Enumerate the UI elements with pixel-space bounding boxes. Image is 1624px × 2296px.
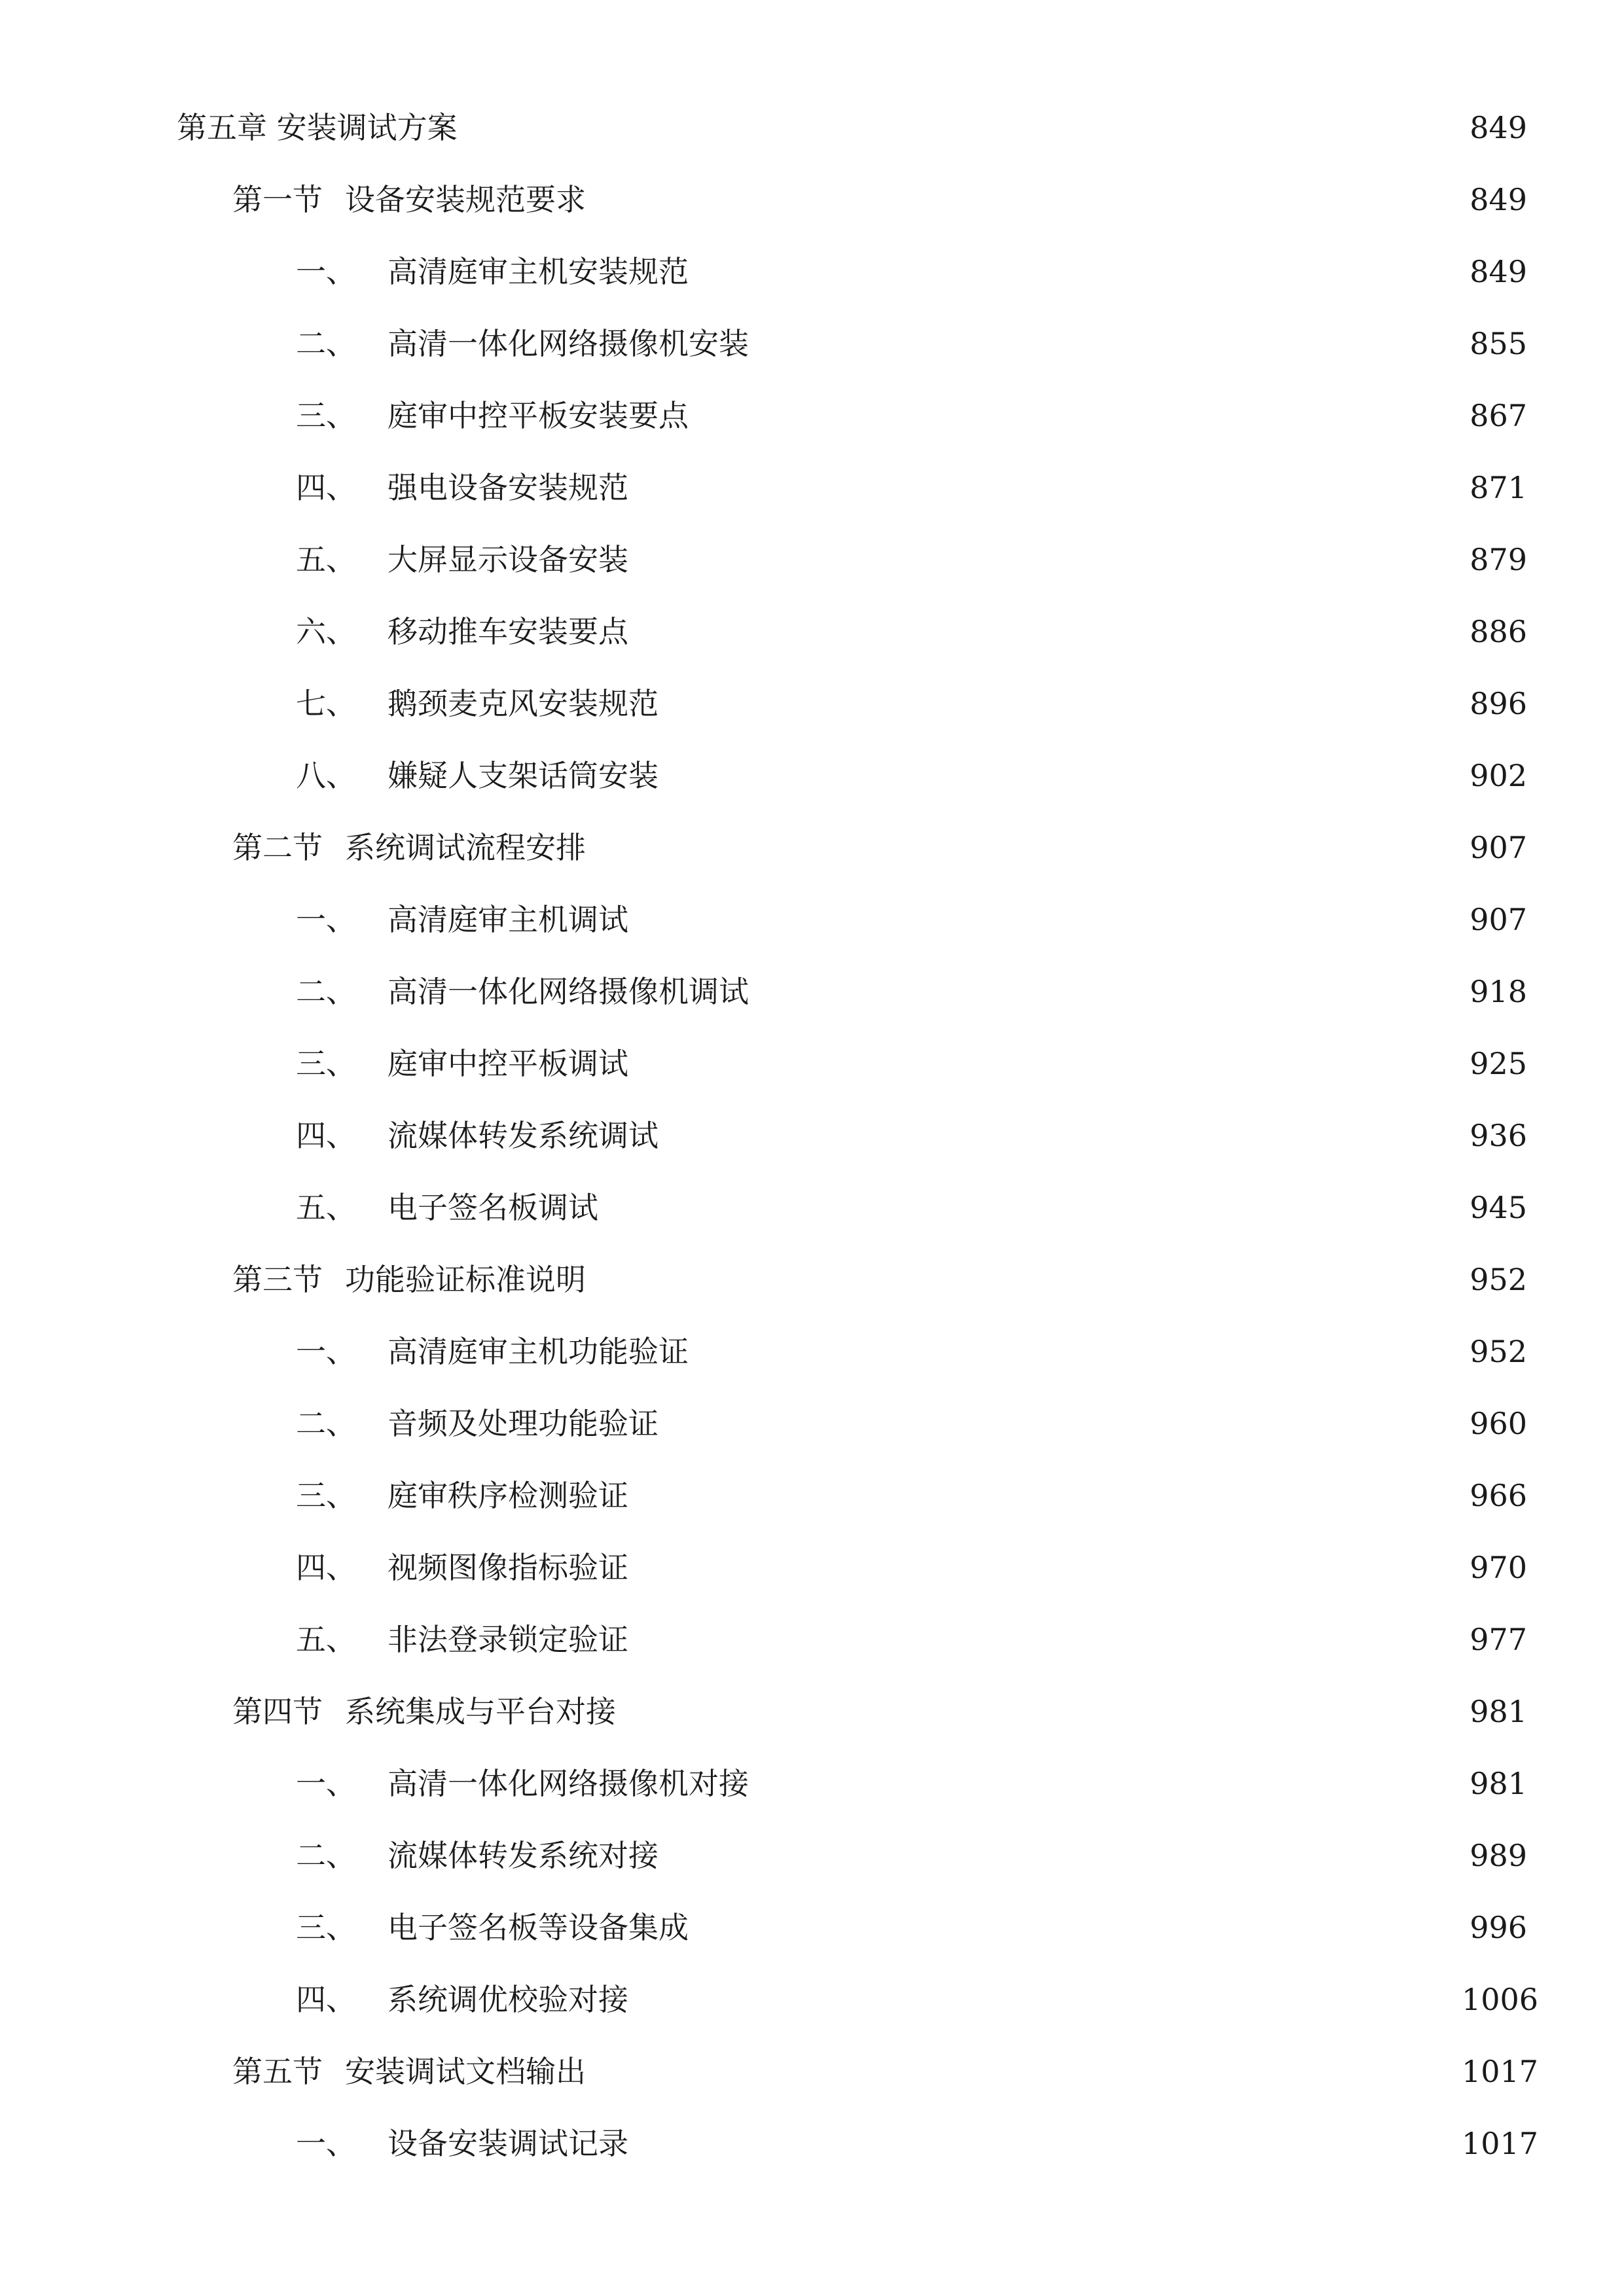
toc-entry-title: 大屏显示设备安装 bbox=[388, 542, 628, 577]
toc-entry-title: 高清一体化网络摄像机安装 bbox=[388, 326, 749, 361]
toc-page-number: 981 bbox=[1470, 1766, 1527, 1801]
toc-subsection-entry[interactable] bbox=[0, 452, 1624, 524]
toc-page-number: 1006 bbox=[1462, 1982, 1539, 2017]
toc-entry-number: 一、 bbox=[296, 2126, 356, 2161]
toc-entry-title: 流媒体转发系统对接 bbox=[388, 1838, 659, 1873]
toc-section-entry[interactable] bbox=[0, 812, 1624, 884]
toc-entry-number: 五、 bbox=[296, 1190, 356, 1225]
toc-subsection-entry[interactable] bbox=[0, 596, 1624, 668]
toc-page-number: 977 bbox=[1470, 1622, 1527, 1657]
toc-subsection-entry[interactable] bbox=[0, 524, 1624, 596]
toc-page-number: 867 bbox=[1470, 398, 1527, 433]
toc-entry-title: 设备安装调试记录 bbox=[388, 2126, 628, 2161]
toc-entry-title: 流媒体转发系统调试 bbox=[388, 1118, 659, 1153]
toc-dot-leader bbox=[626, 1693, 1453, 1730]
toc-entry-title: 设备安装规范要求 bbox=[345, 182, 586, 217]
toc-subsection-entry[interactable] bbox=[0, 1604, 1624, 1676]
toc-dot-leader bbox=[669, 685, 1453, 722]
toc-entry-title: 强电设备安装规范 bbox=[388, 470, 628, 505]
toc-page-number: 849 bbox=[1470, 182, 1527, 217]
toc-entry-number: 四、 bbox=[296, 1118, 356, 1153]
toc-entry-title: 高清一体化网络摄像机对接 bbox=[388, 1766, 749, 1801]
toc-entry-title: 移动推车安装要点 bbox=[388, 614, 628, 649]
toc-dot-leader bbox=[639, 613, 1453, 650]
toc-dot-leader bbox=[699, 253, 1453, 290]
toc-page-number: 871 bbox=[1470, 470, 1527, 505]
toc-subsection-entry[interactable] bbox=[0, 1820, 1624, 1892]
toc-subsection-entry[interactable] bbox=[0, 1316, 1624, 1388]
toc-entry-title: 第五章 安装调试方案 bbox=[177, 110, 458, 145]
toc-entry-number: 一、 bbox=[296, 1766, 356, 1801]
toc-entry-number: 五、 bbox=[296, 1622, 356, 1657]
toc-page-number: 989 bbox=[1470, 1838, 1527, 1873]
toc-page-number: 936 bbox=[1470, 1118, 1527, 1153]
toc-entry-title: 庭审中控平板调试 bbox=[388, 1046, 628, 1081]
toc-page-number: 918 bbox=[1470, 974, 1527, 1009]
toc-subsection-entry[interactable] bbox=[0, 1460, 1624, 1532]
toc-page-number: 952 bbox=[1470, 1334, 1527, 1369]
toc-dot-leader bbox=[759, 973, 1453, 1010]
toc-entry-title: 高清庭审主机功能验证 bbox=[388, 1334, 689, 1369]
toc-entry-number: 七、 bbox=[296, 686, 356, 721]
toc-page-number: 902 bbox=[1470, 758, 1527, 793]
toc-page-number: 996 bbox=[1470, 1910, 1527, 1945]
toc-subsection-entry[interactable] bbox=[0, 1892, 1624, 1964]
toc-subsection-entry[interactable] bbox=[0, 740, 1624, 812]
toc-page-number: 966 bbox=[1470, 1478, 1527, 1513]
toc-entry-title: 高清一体化网络摄像机调试 bbox=[388, 974, 749, 1009]
toc-entry-number: 三、 bbox=[296, 1046, 356, 1081]
toc-chapter-entry[interactable] bbox=[0, 92, 1624, 164]
toc-entry-number: 二、 bbox=[296, 1406, 356, 1441]
toc-subsection-entry[interactable] bbox=[0, 1100, 1624, 1172]
toc-dot-leader bbox=[596, 829, 1453, 866]
toc-entry-title: 高清庭审主机安装规范 bbox=[388, 254, 689, 289]
toc-section-entry[interactable] bbox=[0, 1244, 1624, 1316]
toc-dot-leader bbox=[639, 1981, 1453, 2018]
toc-subsection-entry[interactable] bbox=[0, 308, 1624, 380]
toc-subsection-entry[interactable] bbox=[0, 1532, 1624, 1604]
toc-dot-leader bbox=[669, 1405, 1453, 1442]
toc-entry-title: 视频图像指标验证 bbox=[388, 1550, 628, 1585]
toc-dot-leader bbox=[669, 1117, 1453, 1154]
toc-dot-leader bbox=[639, 1621, 1453, 1658]
toc-page-number: 849 bbox=[1470, 110, 1527, 145]
toc-page-number: 886 bbox=[1470, 614, 1527, 649]
toc-subsection-entry[interactable] bbox=[0, 884, 1624, 956]
toc-section-entry[interactable] bbox=[0, 164, 1624, 236]
toc-entry-number: 二、 bbox=[296, 1838, 356, 1873]
toc-dot-leader bbox=[609, 1189, 1453, 1226]
table-of-contents bbox=[0, 92, 1624, 2179]
toc-entry-title: 系统调试流程安排 bbox=[345, 830, 586, 865]
toc-entry-title: 非法登录锁定验证 bbox=[388, 1622, 628, 1657]
toc-subsection-entry[interactable] bbox=[0, 1028, 1624, 1100]
toc-entry-title: 电子签名板等设备集成 bbox=[388, 1910, 689, 1945]
toc-subsection-entry[interactable] bbox=[0, 1964, 1624, 2036]
toc-page-number: 952 bbox=[1470, 1262, 1527, 1297]
toc-dot-leader bbox=[669, 1837, 1453, 1874]
toc-entry-title: 鹅颈麦克风安装规范 bbox=[388, 686, 659, 721]
toc-entry-number: 三、 bbox=[296, 398, 356, 433]
toc-entry-number: 四、 bbox=[296, 1550, 356, 1585]
toc-entry-number: 二、 bbox=[296, 974, 356, 1009]
toc-dot-leader bbox=[699, 1909, 1453, 1946]
toc-dot-leader bbox=[639, 469, 1453, 506]
toc-dot-leader bbox=[596, 2053, 1453, 2090]
toc-entry-number: 四、 bbox=[296, 1982, 356, 2017]
toc-page-number: 855 bbox=[1470, 326, 1527, 361]
toc-subsection-entry[interactable] bbox=[0, 668, 1624, 740]
toc-page-number: 981 bbox=[1470, 1694, 1527, 1729]
toc-dot-leader bbox=[639, 2125, 1453, 2162]
toc-entry-title: 系统集成与平台对接 bbox=[345, 1694, 616, 1729]
toc-subsection-entry[interactable] bbox=[0, 236, 1624, 308]
toc-section-entry[interactable] bbox=[0, 1676, 1624, 1748]
toc-page-number: 1017 bbox=[1462, 2126, 1539, 2161]
toc-entry-number: 四、 bbox=[296, 470, 356, 505]
toc-entry-number: 第五节 bbox=[232, 2054, 323, 2089]
toc-page-number: 907 bbox=[1470, 830, 1527, 865]
toc-dot-leader bbox=[596, 1261, 1453, 1298]
toc-subsection-entry[interactable] bbox=[0, 1748, 1624, 1820]
toc-entry-title: 庭审秩序检测验证 bbox=[388, 1478, 628, 1513]
toc-entry-number: 第四节 bbox=[232, 1694, 323, 1729]
toc-page-number: 945 bbox=[1470, 1190, 1527, 1225]
toc-page-number: 970 bbox=[1470, 1550, 1527, 1585]
toc-dot-leader bbox=[699, 1333, 1453, 1370]
toc-page-number: 1017 bbox=[1462, 2054, 1539, 2089]
toc-section-entry[interactable] bbox=[0, 2036, 1624, 2108]
toc-entry-title: 高清庭审主机调试 bbox=[388, 902, 628, 937]
toc-dot-leader bbox=[639, 1045, 1453, 1082]
toc-entry-title: 音频及处理功能验证 bbox=[388, 1406, 659, 1441]
toc-page-number: 960 bbox=[1470, 1406, 1527, 1441]
toc-entry-number: 五、 bbox=[296, 542, 356, 577]
toc-entry-title: 庭审中控平板安装要点 bbox=[388, 398, 689, 433]
toc-entry-title: 安装调试文档输出 bbox=[345, 2054, 586, 2089]
toc-page-number: 849 bbox=[1470, 254, 1527, 289]
toc-entry-number: 第一节 bbox=[232, 182, 323, 217]
toc-dot-leader bbox=[639, 1477, 1453, 1514]
toc-page-number: 925 bbox=[1470, 1046, 1527, 1081]
toc-entry-number: 三、 bbox=[296, 1478, 356, 1513]
toc-subsection-entry[interactable] bbox=[0, 956, 1624, 1028]
toc-entry-number: 二、 bbox=[296, 326, 356, 361]
toc-subsection-entry[interactable] bbox=[0, 2108, 1624, 2179]
toc-subsection-entry[interactable] bbox=[0, 380, 1624, 452]
toc-dot-leader bbox=[699, 397, 1453, 434]
toc-dot-leader bbox=[669, 757, 1453, 794]
toc-subsection-entry[interactable] bbox=[0, 1388, 1624, 1460]
toc-entry-number: 一、 bbox=[296, 1334, 356, 1369]
toc-entry-number: 一、 bbox=[296, 254, 356, 289]
toc-page-number: 896 bbox=[1470, 686, 1527, 721]
toc-dot-leader bbox=[639, 1549, 1453, 1586]
toc-dot-leader bbox=[639, 901, 1453, 938]
toc-page-number: 907 bbox=[1470, 902, 1527, 937]
toc-entry-number: 第二节 bbox=[232, 830, 323, 865]
toc-entry-number: 八、 bbox=[296, 758, 356, 793]
toc-entry-title: 电子签名板调试 bbox=[388, 1190, 598, 1225]
toc-dot-leader bbox=[468, 109, 1453, 146]
toc-dot-leader bbox=[596, 181, 1453, 218]
toc-entry-title: 功能验证标准说明 bbox=[345, 1262, 586, 1297]
toc-dot-leader bbox=[759, 325, 1453, 362]
toc-entry-number: 三、 bbox=[296, 1910, 356, 1945]
toc-entry-title: 嫌疑人支架话筒安装 bbox=[388, 758, 659, 793]
toc-subsection-entry[interactable] bbox=[0, 1172, 1624, 1244]
toc-dot-leader bbox=[639, 541, 1453, 578]
toc-dot-leader bbox=[759, 1765, 1453, 1802]
toc-entry-number: 六、 bbox=[296, 614, 356, 649]
toc-page-number: 879 bbox=[1470, 542, 1527, 577]
toc-entry-title: 系统调优校验对接 bbox=[388, 1982, 628, 2017]
toc-entry-number: 一、 bbox=[296, 902, 356, 937]
toc-entry-number: 第三节 bbox=[232, 1262, 323, 1297]
